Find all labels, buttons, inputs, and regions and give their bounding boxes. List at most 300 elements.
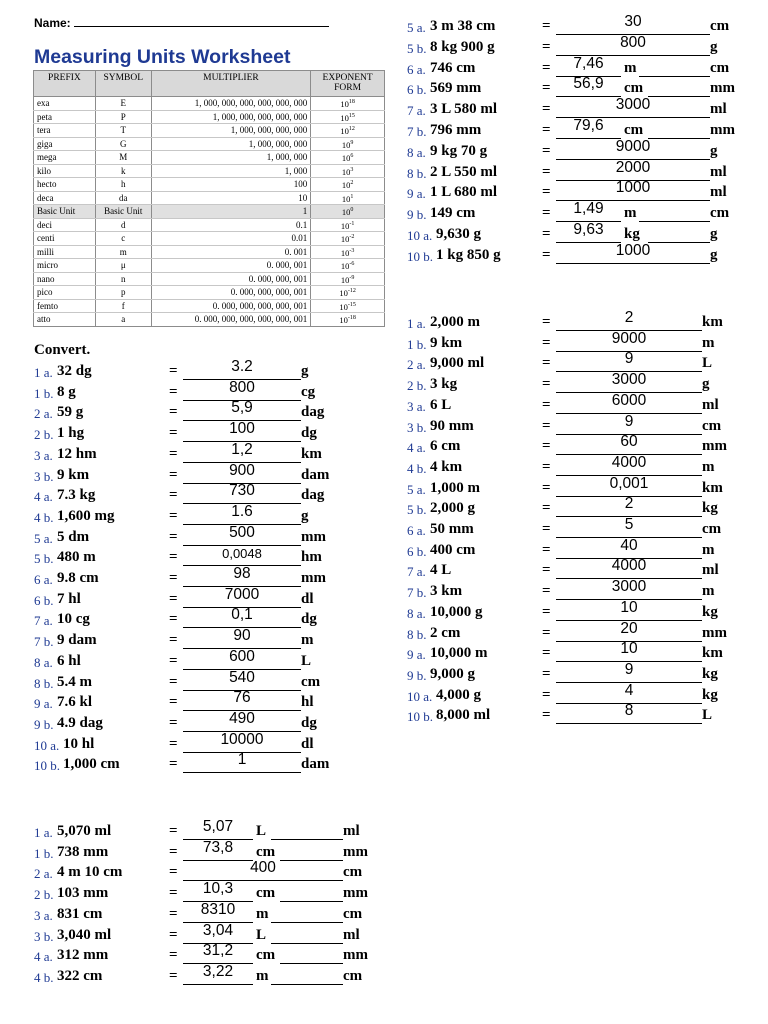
unit-label: kg xyxy=(702,686,718,703)
unit-label: ml xyxy=(702,396,719,413)
answer-value[interactable]: 31,2 xyxy=(202,942,234,960)
equals-sign: = xyxy=(169,864,178,881)
question-label: 9 b. xyxy=(34,716,54,732)
unit-label: mm xyxy=(702,438,727,455)
unit-label: dag xyxy=(301,487,325,504)
answer-value[interactable]: 9 xyxy=(624,350,634,368)
unit-label: m xyxy=(256,905,269,922)
exponent-cell: $10^{-12}$ xyxy=(311,286,385,300)
question-text: 7.3 kg xyxy=(57,487,96,504)
answer-value[interactable]: 4 xyxy=(624,681,634,699)
answer-value[interactable]: 5 xyxy=(624,516,634,533)
symbol-cell: c xyxy=(95,232,151,246)
equals-sign: = xyxy=(542,376,551,393)
unit-label: L xyxy=(301,652,312,669)
question-label: 2 b. xyxy=(34,427,54,443)
symbol-cell: Basic Unit xyxy=(95,205,151,219)
unit-label: m xyxy=(256,967,269,984)
equals-sign: = xyxy=(169,404,178,421)
question-text: 4.9 dag xyxy=(57,714,103,731)
question-text: 8 g xyxy=(57,383,76,400)
answer-value[interactable]: 3000 xyxy=(611,371,647,389)
prefix-cell: tera xyxy=(34,124,96,138)
question-text: 5,070 ml xyxy=(57,823,112,839)
equals-sign: = xyxy=(542,500,551,517)
answer-blank[interactable] xyxy=(556,723,702,724)
question-label: 8 b. xyxy=(407,626,427,642)
exponent-cell: $10^{18}$ xyxy=(311,97,385,111)
equals-sign: = xyxy=(169,383,178,400)
equals-sign: = xyxy=(169,363,178,379)
answer-value[interactable]: 730 xyxy=(229,482,255,500)
equals-sign: = xyxy=(542,163,551,180)
question-text: 10 hl xyxy=(63,735,95,752)
answer-value[interactable]: 90 xyxy=(233,627,251,645)
unit-label: cm xyxy=(301,673,321,690)
unit-label: g xyxy=(710,246,718,263)
answer-value[interactable]: 10 xyxy=(620,598,638,616)
question-label: 5 a. xyxy=(407,20,426,35)
answer-value[interactable]: 0,001 xyxy=(609,474,649,492)
equals-sign: = xyxy=(169,673,178,690)
answer-value[interactable]: 10000 xyxy=(220,730,264,748)
unit-label: dg xyxy=(301,611,317,628)
unit-label: m xyxy=(702,334,715,351)
unit-label: cm xyxy=(343,967,363,984)
question-text: 103 mm xyxy=(57,885,109,902)
question-text: 480 m xyxy=(57,549,96,566)
equals-sign: = xyxy=(542,18,551,34)
question-label: 6 a. xyxy=(407,61,426,77)
exponent-cell: $10^{-18}$ xyxy=(311,313,385,327)
answer-value[interactable]: 3.2 xyxy=(231,358,253,375)
prefix-cell: peta xyxy=(34,110,96,124)
equals-sign: = xyxy=(169,507,178,524)
question-text: 569 mm xyxy=(430,80,482,97)
unit-label: dl xyxy=(301,590,314,607)
answer-value[interactable]: 10,3 xyxy=(202,880,234,898)
prefix-cell: mega xyxy=(34,151,96,165)
question-label: 10 b. xyxy=(407,709,433,725)
equals-sign: = xyxy=(169,694,178,711)
unit-label: kg xyxy=(702,603,718,620)
question-label: 4 a. xyxy=(34,489,53,505)
unit-label: km xyxy=(301,445,322,462)
question-text: 7.6 kl xyxy=(57,694,93,711)
answer-blank[interactable] xyxy=(183,772,301,773)
answer-value[interactable]: 30 xyxy=(624,13,642,30)
answer-value[interactable]: 540 xyxy=(229,668,255,686)
table-row xyxy=(34,205,385,219)
equals-sign: = xyxy=(169,905,178,922)
equals-sign: = xyxy=(542,624,551,641)
question-text: 3 kg xyxy=(430,376,458,393)
equals-sign: = xyxy=(169,885,178,902)
question-text: 6 L xyxy=(430,396,452,413)
answer-value[interactable]: 9000 xyxy=(611,329,647,347)
answer-value[interactable]: 1 xyxy=(237,751,247,769)
answer-value[interactable]: 9,63 xyxy=(573,221,604,238)
equals-sign: = xyxy=(169,843,178,860)
question-text: 3 km xyxy=(430,583,463,600)
answer-value[interactable]: 2 xyxy=(624,495,634,513)
answer-value[interactable]: 800 xyxy=(229,378,255,396)
answer-blank[interactable] xyxy=(271,943,343,944)
equals-sign: = xyxy=(542,521,551,537)
question-text: 8,000 ml xyxy=(436,707,491,724)
symbol-cell: T xyxy=(95,124,151,138)
prefix-cell: deci xyxy=(34,218,96,232)
exponent-cell: $10^0$ xyxy=(311,205,385,219)
answer-value[interactable]: 1000 xyxy=(615,241,651,259)
compound-unit-row xyxy=(407,241,767,267)
answer-value[interactable]: 10 xyxy=(620,640,638,658)
question-text: 3 L 580 ml xyxy=(430,101,498,118)
table-row xyxy=(34,286,385,300)
answer-value[interactable]: 1,2 xyxy=(231,440,253,458)
unit-label: cm xyxy=(710,59,730,76)
answer-value[interactable]: 3000 xyxy=(611,578,647,596)
answer-blank[interactable] xyxy=(280,963,343,964)
unit-label: kg xyxy=(624,226,640,242)
question-label: 9 b. xyxy=(407,667,427,683)
question-label: 2 b. xyxy=(34,887,54,903)
question-text: 9,000 ml xyxy=(430,355,485,372)
answer-value[interactable]: 500 xyxy=(229,523,255,541)
prefix-cell: atto xyxy=(34,313,96,327)
unit-label: m xyxy=(702,541,715,558)
unit-label: ml xyxy=(702,562,719,579)
answer-value[interactable]: 3,04 xyxy=(202,921,234,939)
unit-label: hl xyxy=(301,694,314,711)
answer-value[interactable]: 490 xyxy=(229,709,255,727)
unit-label: cm xyxy=(624,80,644,97)
unit-label: dam xyxy=(301,466,330,483)
prefix-cell: femto xyxy=(34,299,96,313)
answer-value[interactable]: 98 xyxy=(233,565,251,582)
exponent-cell: $10^{12}$ xyxy=(311,124,385,138)
answer-value[interactable]: 9000 xyxy=(615,137,651,155)
answer-value[interactable]: 40 xyxy=(620,536,638,554)
prefix-cell: micro xyxy=(34,259,96,273)
question-label: 6 a. xyxy=(34,572,53,587)
answer-value[interactable]: 20 xyxy=(620,619,638,637)
answer-value[interactable]: 6000 xyxy=(611,391,647,409)
answer-value[interactable]: 1,49 xyxy=(573,200,604,218)
answer-value[interactable]: 9 xyxy=(624,660,634,678)
multiplier-cell: 1, 000 xyxy=(151,164,311,178)
symbol-cell: E xyxy=(95,97,151,111)
answer-value[interactable]: 800 xyxy=(620,33,646,51)
question-text: 796 mm xyxy=(430,122,482,138)
multiplier-cell: 0. 000, 000, 000, 000, 001 xyxy=(151,299,311,313)
answer-value[interactable]: 9 xyxy=(624,412,634,430)
equals-sign: = xyxy=(542,707,551,724)
unit-label: dl xyxy=(301,735,314,752)
equals-sign: = xyxy=(542,355,551,372)
equals-sign: = xyxy=(169,487,178,504)
prefix-cell: deca xyxy=(34,191,96,205)
unit-label: cm xyxy=(343,905,363,922)
answer-value[interactable]: 0,0048 xyxy=(222,546,262,562)
equals-sign: = xyxy=(542,59,551,76)
unit-label: m xyxy=(702,583,715,600)
name-field xyxy=(34,15,329,30)
equals-sign: = xyxy=(169,652,178,669)
question-label: 10 b. xyxy=(34,758,60,774)
equals-sign: = xyxy=(542,603,551,620)
question-text: 9,630 g xyxy=(436,226,481,242)
question-text: 746 cm xyxy=(430,59,476,76)
unit-label: mm xyxy=(301,570,326,586)
multiplier-cell: 100 xyxy=(151,178,311,192)
symbol-cell: d xyxy=(95,218,151,232)
header-exponent-form: EXPONENT FORM xyxy=(311,71,385,97)
question-label: 2 b. xyxy=(407,378,427,394)
question-label: 1 a. xyxy=(407,316,426,331)
question-label: 4 a. xyxy=(34,949,53,965)
unit-label: hm xyxy=(301,549,322,566)
multiplier-cell: 1, 000, 000 xyxy=(151,151,311,165)
answer-value[interactable]: 7,46 xyxy=(573,54,604,72)
answer-value[interactable]: 60 xyxy=(620,433,638,451)
unit-label: g xyxy=(710,38,718,55)
prefix-table xyxy=(33,70,385,327)
unit-label: mm xyxy=(710,122,735,138)
answer-value[interactable]: 100 xyxy=(229,420,255,438)
exponent-cell: $10^6$ xyxy=(311,151,385,165)
unit-label: km xyxy=(702,314,723,330)
question-text: 831 cm xyxy=(57,905,103,922)
answer-value[interactable]: 5,07 xyxy=(202,818,234,835)
question-label: 6 b. xyxy=(407,82,427,98)
question-label: 9 a. xyxy=(407,647,426,663)
question-text: 1,000 m xyxy=(430,479,480,496)
question-label: 4 b. xyxy=(34,509,54,525)
equals-sign: = xyxy=(169,590,178,607)
equals-sign: = xyxy=(169,611,178,628)
table-row xyxy=(34,151,385,165)
prefix-cell: nano xyxy=(34,272,96,286)
question-label: 3 b. xyxy=(407,419,427,435)
question-text: 322 cm xyxy=(57,967,103,984)
exponent-cell: $10^2$ xyxy=(311,178,385,192)
equals-sign: = xyxy=(542,686,551,703)
question-text: 10,000 m xyxy=(430,645,488,662)
unit-label: L xyxy=(256,823,267,839)
answer-value[interactable]: 73,8 xyxy=(202,838,234,856)
question-label: 1 b. xyxy=(407,336,427,352)
answer-value[interactable]: 4000 xyxy=(611,453,647,471)
question-label: 7 a. xyxy=(407,103,426,119)
answer-value[interactable]: 1.6 xyxy=(231,502,253,520)
multiplier-cell: 1, 000, 000, 000, 000 xyxy=(151,124,311,138)
answer-blank[interactable] xyxy=(271,839,343,840)
equals-sign: = xyxy=(169,570,178,586)
equals-sign: = xyxy=(169,947,178,964)
unit-label: g xyxy=(301,363,309,379)
equals-sign: = xyxy=(169,926,178,943)
question-text: 90 mm xyxy=(430,417,474,434)
unit-label: m xyxy=(624,205,637,222)
table-row xyxy=(34,124,385,138)
question-label: 1 b. xyxy=(34,845,54,861)
equals-sign: = xyxy=(542,80,551,97)
unit-label: ml xyxy=(710,184,727,201)
equals-sign: = xyxy=(542,417,551,434)
question-text: 9 km xyxy=(430,334,463,351)
answer-value[interactable]: 0,1 xyxy=(231,606,253,624)
answer-value[interactable]: 3,22 xyxy=(202,962,234,980)
question-label: 1 a. xyxy=(34,825,53,840)
answer-value[interactable]: 3000 xyxy=(615,96,651,114)
multiplier-cell: 10 xyxy=(151,191,311,205)
answer-blank[interactable] xyxy=(639,221,710,222)
question-text: 50 mm xyxy=(430,521,474,537)
answer-value[interactable]: 8 xyxy=(624,702,634,720)
question-label: 6 b. xyxy=(34,592,54,608)
equals-sign: = xyxy=(169,714,178,731)
question-text: 6 cm xyxy=(430,438,461,455)
question-text: 9 dam xyxy=(57,632,97,649)
question-label: 10 a. xyxy=(34,737,60,753)
answer-value[interactable]: 600 xyxy=(229,647,255,665)
equals-sign: = xyxy=(169,967,178,984)
answer-value[interactable]: 900 xyxy=(229,461,255,479)
symbol-cell: a xyxy=(95,313,151,327)
equals-sign: = xyxy=(169,823,178,839)
question-text: 9.8 cm xyxy=(57,570,99,586)
question-text: 1 hg xyxy=(57,425,85,442)
question-label: 3 a. xyxy=(34,907,53,923)
question-label: 9 a. xyxy=(34,696,53,712)
question-text: 6 hl xyxy=(57,652,81,669)
name-blank[interactable] xyxy=(74,15,329,27)
question-text: 149 cm xyxy=(430,205,476,222)
unit-label: km xyxy=(702,645,723,662)
question-text: 3 m 38 cm xyxy=(430,18,496,34)
table-row xyxy=(34,191,385,205)
answer-value[interactable]: 1000 xyxy=(615,179,651,197)
multiplier-cell: 0. 000, 000, 000, 000, 000, 001 xyxy=(151,313,311,327)
question-text: 3,040 ml xyxy=(57,926,112,943)
equals-sign: = xyxy=(542,645,551,662)
answer-value[interactable]: 76 xyxy=(233,689,251,707)
header-prefix: PREFIX xyxy=(34,71,96,97)
symbol-cell: h xyxy=(95,178,151,192)
equals-sign: = xyxy=(542,562,551,579)
answer-blank[interactable] xyxy=(183,984,253,985)
equals-sign: = xyxy=(169,445,178,462)
question-label: 4 a. xyxy=(407,440,426,456)
answer-value[interactable]: 7000 xyxy=(224,585,260,603)
answer-value[interactable]: 4000 xyxy=(611,557,647,575)
symbol-cell: da xyxy=(95,191,151,205)
answer-blank[interactable] xyxy=(639,76,710,77)
unit-label: m xyxy=(624,59,637,76)
answer-value[interactable]: 2000 xyxy=(615,158,651,176)
prefix-cell: milli xyxy=(34,245,96,259)
table-row xyxy=(34,97,385,111)
question-label: 6 b. xyxy=(407,543,427,559)
table-row xyxy=(34,272,385,286)
answer-value[interactable]: 2 xyxy=(624,309,634,326)
question-text: 1,000 cm xyxy=(63,756,120,773)
question-label: 3 a. xyxy=(34,447,53,463)
question-label: 2 a. xyxy=(407,357,426,373)
question-text: 400 cm xyxy=(430,541,476,558)
question-label: 10 a. xyxy=(407,688,433,704)
question-label: 8 b. xyxy=(407,165,427,181)
multiplier-cell: 1, 000, 000, 000, 000, 000, 000 xyxy=(151,97,311,111)
answer-value[interactable]: 79,6 xyxy=(573,117,604,134)
question-text: 9,000 g xyxy=(430,665,475,682)
multiplier-cell: 0. 001 xyxy=(151,245,311,259)
question-text: 1,600 mg xyxy=(57,507,115,524)
question-label: 7 a. xyxy=(34,613,53,629)
exponent-cell: $10^{-2}$ xyxy=(311,232,385,246)
equals-sign: = xyxy=(169,466,178,483)
equals-sign: = xyxy=(169,735,178,752)
unit-label: cm xyxy=(710,205,730,222)
question-label: 8 b. xyxy=(34,675,54,691)
prefix-table-header xyxy=(34,71,385,97)
answer-value[interactable]: 5,9 xyxy=(231,399,253,417)
equals-sign: = xyxy=(542,396,551,413)
unit-label: cm xyxy=(256,947,276,964)
symbol-cell: M xyxy=(95,151,151,165)
equals-sign: = xyxy=(542,101,551,118)
answer-blank[interactable] xyxy=(280,901,343,902)
question-text: 8 kg 900 g xyxy=(430,38,495,55)
answer-blank[interactable] xyxy=(271,922,343,923)
unit-label: mm xyxy=(343,885,368,902)
answer-value[interactable]: 400 xyxy=(250,859,276,877)
convert-row xyxy=(34,751,394,776)
question-label: 3 b. xyxy=(34,468,54,484)
table-row xyxy=(34,110,385,124)
multiplier-cell: 0. 000, 000, 000, 001 xyxy=(151,286,311,300)
question-text: 2 cm xyxy=(430,624,461,641)
unit-label: dag xyxy=(301,404,325,421)
unit-label: cm xyxy=(624,122,644,138)
question-text: 2,000 m xyxy=(430,314,480,330)
table-row xyxy=(34,245,385,259)
equals-sign: = xyxy=(542,665,551,682)
question-text: 12 hm xyxy=(57,445,97,462)
unit-label: g xyxy=(710,226,718,242)
answer-blank[interactable] xyxy=(556,263,710,264)
question-text: 10,000 g xyxy=(430,603,483,620)
question-text: 32 dg xyxy=(57,363,92,379)
unit-label: m xyxy=(702,458,715,475)
answer-blank[interactable] xyxy=(271,984,343,985)
answer-value[interactable]: 8310 xyxy=(200,900,236,918)
unit-label: L xyxy=(256,926,267,943)
unit-label: mm xyxy=(710,80,735,97)
table-row xyxy=(34,259,385,273)
exponent-cell: $10^3$ xyxy=(311,164,385,178)
equals-sign: = xyxy=(169,528,178,545)
unit-label: dg xyxy=(301,425,317,442)
symbol-cell: f xyxy=(95,299,151,313)
question-text: 59 g xyxy=(57,404,84,421)
equals-sign: = xyxy=(542,226,551,242)
name-label: Name: xyxy=(34,16,71,30)
answer-value[interactable]: 56,9 xyxy=(573,75,604,93)
question-text: 4,000 g xyxy=(436,686,481,703)
unit-label: L xyxy=(702,707,713,724)
